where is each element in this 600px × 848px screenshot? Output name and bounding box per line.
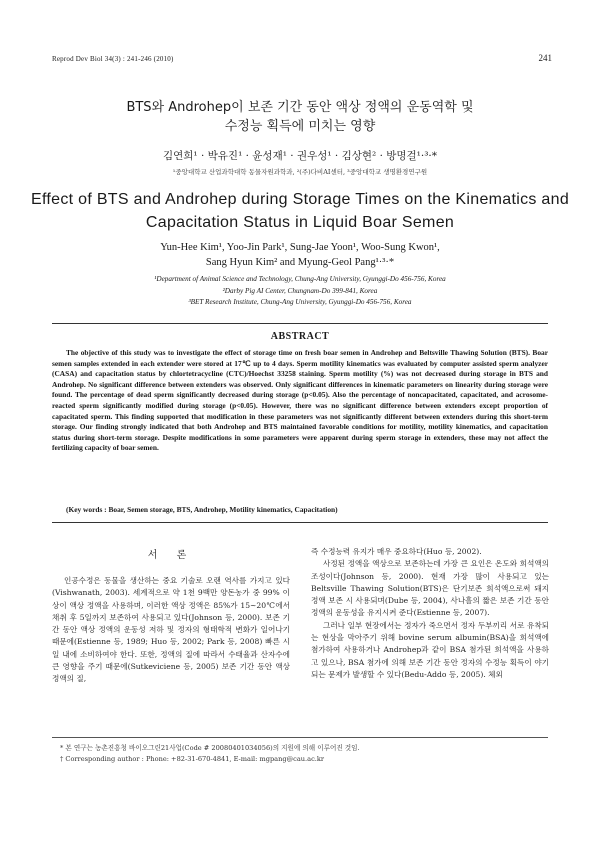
abstract-body: The objective of this study was to investigate the effect of storage time on fresh boar semen in Androhep and Beltsville Thawing Solution (BTS). Boar semen samples extended in each extender were stored at 17℃ up to 4 days. Sperm motility kinematics was evaluated by computer assisted sperm analyzer (CASA) and capacitation status by chlortetracycline (CTC)/Hoechst 33258 staining. Sperm motility (%) was not decreased during storage in BTS and Androhep. No significant difference between extenders was observed. Only significant differences in kinematic parameters on linearity during storage were found. The percentage of dead sperm significantly decreased during storage (p<0.05). Also the percentage of noncapacitated, capacitated, and acrosome-reacted sperm significantly modified during storage (p<0.05). However, there was no significant difference between extenders except proportion of capacitated sperm. This finding supported that modification in these parameters was not significantly different between extenders during this short-term storage. Our finding strongly indicated that both Androhep and BTS maintained favorable conditions for motility, motility kinematics, and capacitation status during short-term storage. Despite modifications in some parameters were apparent during sperm storage in extenders, these may not affect the fertilizing capacity of boar semen. [52, 348, 548, 453]
abstract-heading: ABSTRACT [270, 331, 330, 342]
affiliation-2: ²Darby Pig AI Center, Chungnam-Do 399-841, Korea [222, 286, 378, 295]
korean-affiliations: ¹중앙대학교 산업과학대학 동물자원과학과, ²(주)다비AI센터, ³중앙대학교 생명환경연구원 [172, 168, 428, 176]
korean-title-line2: 수정능 획득에 미치는 영향 [224, 119, 376, 134]
korean-title-line1: BTS와 Androhep이 보존 기간 동안 액상 정액의 운동역학 및 [126, 100, 474, 115]
korean-authors: 김연희¹ · 박유진¹ · 윤성재¹ · 권우성¹ · 김상현² · 방명걸¹·³·* [162, 150, 438, 162]
abstract-bottom-rule [52, 522, 548, 523]
english-title-line2: Capacitation Status in Liquid Boar Semen [145, 214, 455, 231]
english-authors-line1: Yun-Hee Kim¹, Yoo-Jin Park¹, Sung-Jae Yoon¹, Woo-Sung Kwon¹, [160, 242, 440, 253]
english-authors-line2: Sang Hyun Kim² and Myung-Geol Pang¹·³·* [205, 257, 395, 268]
english-title-line1: Effect of BTS and Androhep during Storage Times on the Kinematics and [30, 191, 570, 208]
intro-paragraph: 인공수정은 동물을 생산하는 중요 기술로 오랜 역사를 가지고 있다(Vishwanath, 2003). 세계적으로 약 1천 9백만 양돈농가 중 99% 이상이 액상 정액을 사용하며, 이러한 액상 정액은 85%가 15~20℃에서 채취 후 5일까지 보존하여 사용되고 있다(Johnson 등, 2000). 보존 기간 동안 액상 정액의 운동성 저하 및 정자의 형태학적 변화가 일어나기 때문에(Estienne 등, 1989; Huo 등, 2002; Park 등, 2008) 빠른 시일 내에 소비하여야 한다. 또한, 정액의 질에 따라서 수태율과 산자수에 큰 영향을 주기 때문에(Sutkeviciene 등, 2005) 보존 기간 동안 액상 정액의 질, [52, 576, 290, 684]
english-authors [0, 240, 600, 270]
intro-column-right [311, 546, 549, 681]
affiliation-3: ³BET Research Institute, Chung-Ang University, Gyunggi-Do 456-756, Korea [188, 298, 412, 306]
korean-title [0, 98, 600, 136]
english-affiliations [0, 274, 600, 309]
intro-paragraph: 사정된 정액을 액상으로 보존하는데 가장 큰 요인은 온도와 희석액의 조성이다(Johnson 등, 2000). 현재 가장 많이 사용되고 있는 Beltsville Thawing Solution(BTS)은 단기보존 희석액으로써 돼지 정액 보존 시 사용되며(Dube 등, 2004), 사나흘의 짧은 보존 기간 동안 정액의 운동성을 유지시켜 준다(Estienne 등, 2007). [311, 559, 549, 618]
intro-paragraph: 그러나 일부 현장에서는 정자가 죽으면서 정자 두부끼리 서로 유착되는 현상을 막아주기 위해 bovine serum albumin(BSA)을 희석액에 첨가하여 사용하거나 Androhep과 같이 BSA 첨가된 희석액을 사용하고 있으나, BSA 첨가에 의해 보존 기간 동안 정자의 수정능 획득이 야기되는 문제가 발생할 수 있다(Bedu-Addo 등, 2005). 체외 [311, 620, 549, 679]
section-heading-introduction: 서 론 [147, 550, 195, 561]
footnote-rule [52, 737, 548, 738]
affiliation-1: ¹Department of Animal Science and Technology, Chung-Ang University, Gyunggi-Do 456-756, Korea [154, 275, 446, 283]
english-title [0, 188, 600, 234]
journal-citation: Reprod Dev Biol 34(3) : 241-246 (2010) [52, 55, 174, 63]
page-number: 241 [538, 53, 552, 63]
intro-column-left [52, 575, 290, 686]
keywords: (Key words : Boar, Semen storage, BTS, Androhep, Motility kinematics, Capacitation) [66, 505, 338, 514]
intro-paragraph: 즉 수정능력 유지가 매우 중요하다(Huo 등, 2002). [311, 547, 482, 556]
abstract-top-rule [52, 323, 548, 324]
funding-footnote: * 본 연구는 농촌진흥청 바이오그린21사업(Code # 20080401034056)의 지원에 의해 이루어진 것임. [60, 744, 360, 752]
corresponding-author-footnote: † Corresponding author : Phone: +82-31-670-4841, E-mail: mgpang@cau.ac.kr [60, 755, 325, 763]
